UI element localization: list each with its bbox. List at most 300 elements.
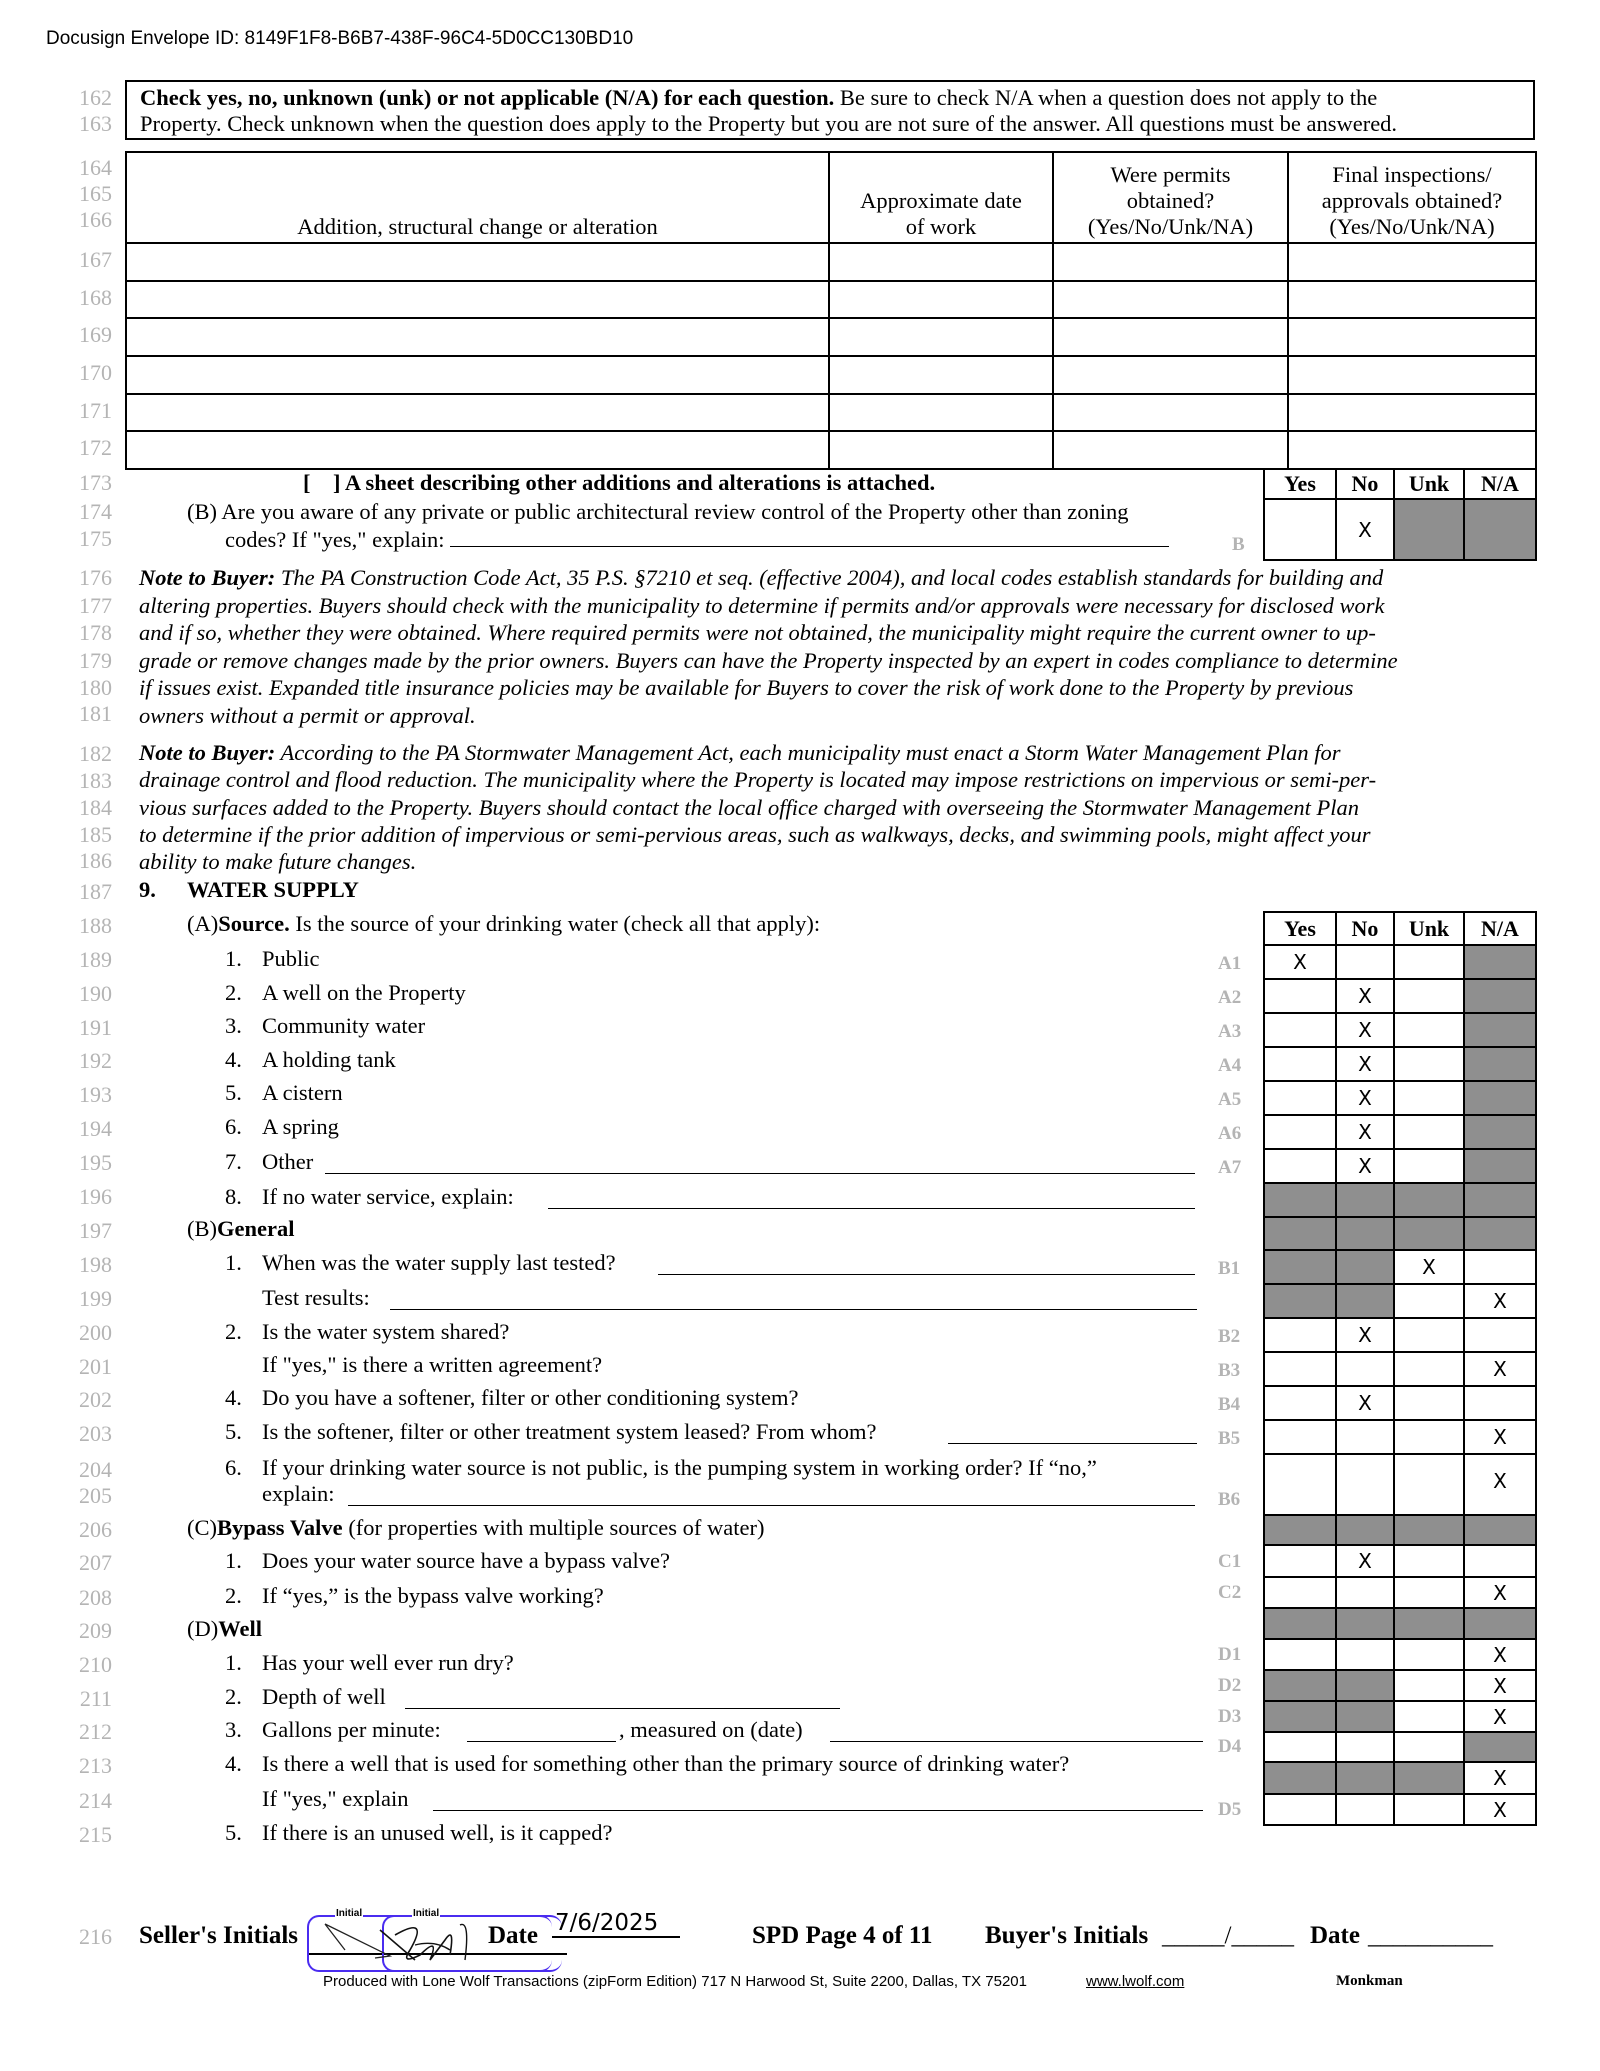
line-number: 166 [79,207,112,232]
list-item: 2. A well on the Property [225,980,466,1005]
list-item: 3. Gallons per minute: [225,1717,441,1742]
line-number: 216 [79,1924,112,1949]
line-number: 169 [79,322,112,347]
table-row [126,318,1536,356]
question-b-explain-field[interactable] [450,526,1169,547]
list-item: 4. A holding tank [225,1047,396,1072]
answer-a6-no[interactable]: X [1336,1115,1394,1149]
answer-row16-no [1336,1515,1394,1545]
section-title: WATER SUPPLY [187,877,359,902]
answer-a5-no[interactable]: X [1336,1081,1394,1115]
answer-b-no[interactable]: X [1336,499,1394,560]
answer-b6-no[interactable] [1336,1454,1394,1515]
table-row [1264,1762,1536,1794]
envelope-id: Docusign Envelope ID: 8149F1F8-B6B7-438F-96C4-5D0CC130BD10 [46,28,634,49]
answer-d5-unk[interactable] [1394,1794,1464,1825]
line-number: 202 [79,1387,112,1412]
input-cell[interactable] [1288,281,1536,319]
table-row [1264,1284,1536,1318]
line-number: 164 [79,155,112,180]
answer-c1-na[interactable] [1464,1545,1536,1577]
input-cell[interactable] [829,394,1053,432]
answer-row16-unk [1394,1515,1464,1545]
answer-d3-unk[interactable] [1394,1701,1464,1732]
row-label-d5: D5 [1218,1799,1242,1820]
seller-initials-label: Seller's Initials [139,1922,299,1949]
line-number: 195 [79,1150,112,1175]
input-cell[interactable] [1288,243,1536,281]
question-b-answer-grid [1263,468,1537,561]
answer-d3-yes [1264,1701,1336,1732]
line-number: 212 [79,1719,112,1744]
answer-a3-unk[interactable] [1394,1013,1464,1047]
answer-a5-unk[interactable] [1394,1081,1464,1115]
answer-row16-na [1464,1515,1536,1545]
signature-scribble-icon [320,1920,500,1970]
answer-b-yes[interactable] [1264,499,1336,560]
line-number: 208 [79,1585,112,1610]
instructions-box [125,80,1535,140]
answer-d1-na[interactable]: X [1464,1639,1536,1670]
answer-a6-na [1464,1115,1536,1149]
answer-c2-na[interactable]: X [1464,1577,1536,1608]
answer-row8-yes [1264,1217,1336,1250]
subsection-c: (C)Bypass Valve (for properties with multiple sources of water) [187,1515,765,1540]
input-cell[interactable] [1053,243,1288,281]
line-number: 200 [79,1320,112,1345]
line-number: 168 [79,285,112,310]
header-na: N/A [1464,469,1536,499]
answer-row7-unk [1394,1183,1464,1217]
line-number: 211 [79,1686,112,1711]
list-item: 4. Is there a well that is used for something other than the primary source of drinking water? [225,1751,1070,1776]
subsection-b: (B)General [187,1216,295,1241]
answer-d2-yes [1264,1670,1336,1701]
input-cell[interactable] [126,431,829,469]
subsection-d: (D)Well [187,1616,262,1641]
line-number: 196 [79,1184,112,1209]
row-label-d1: D1 [1218,1644,1242,1665]
line-number: 176 [79,565,112,590]
buyer-date-field[interactable]: __________ [1368,1922,1493,1949]
row-label-a4: A4 [1218,1055,1242,1076]
line-number: 193 [79,1082,112,1107]
line-number: 165 [79,181,112,206]
list-item: 1. Does your water source have a bypass valve? [225,1548,670,1573]
line-number: 203 [79,1421,112,1446]
answer-a3-na [1464,1013,1536,1047]
well-depth-field[interactable] [405,1688,840,1709]
answer-d4-na [1464,1732,1536,1762]
line-number: 170 [79,360,112,385]
header-unk: Unk [1394,469,1464,499]
input-cell[interactable] [126,394,829,432]
input-cell[interactable] [1053,318,1288,356]
line-number: 184 [79,795,112,820]
list-item: 4. Do you have a softener, filter or other conditioning system? [225,1385,799,1410]
list-item: 5. Is the softener, filter or other treatment system leased? From whom? [225,1419,877,1444]
input-cell[interactable] [1053,431,1288,469]
header-addition: Addition, structural change or alteration [126,152,829,243]
answer-a4-unk[interactable] [1394,1047,1464,1081]
answer-a1-unk[interactable] [1394,945,1464,979]
list-item: 5. If there is an unused well, is it capped? [225,1820,613,1845]
list-item: 2. If “yes,” is the bypass valve working? [225,1583,604,1608]
answer-a1-yes[interactable]: X [1264,945,1336,979]
answer-row19-no [1336,1608,1394,1639]
answer-d3-no [1336,1701,1394,1732]
list-item: 1. Public [225,946,320,971]
line-number: 188 [79,913,112,938]
input-cell[interactable] [1053,281,1288,319]
answer-b4-unk[interactable] [1394,1386,1464,1420]
header-na: N/A [1464,912,1536,945]
answer-a2-na [1464,979,1536,1013]
line-number: 191 [79,1015,112,1040]
list-item: 2. Is the water system shared? [225,1319,510,1344]
input-cell[interactable] [126,318,829,356]
input-cell[interactable] [829,356,1053,394]
header-yes: Yes [1264,469,1336,499]
produced-with-text: Produced with Lone Wolf Transactions (zipForm Edition) 717 N Harwood St, Suite 2200, Dallas, TX 75201 [323,1973,1027,1990]
question-b-line-1: (B) Are you aware of any private or public architectural review control of the Property other than zoning [187,499,1129,524]
answer-d1-no[interactable] [1336,1639,1394,1670]
answer-a4-yes[interactable] [1264,1047,1336,1081]
header-date: Approximate date of work [829,152,1053,243]
gallons-per-minute-field[interactable] [467,1721,616,1742]
table-row [1264,1386,1536,1420]
answer-b2-na[interactable] [1464,1318,1536,1352]
header-inspections: Final inspections/ approvals obtained? (Yes/No/Unk/NA) [1288,152,1536,243]
line-number: 177 [79,593,112,618]
row-label-d4: D4 [1218,1736,1242,1757]
input-cell[interactable] [1053,356,1288,394]
line-number: 214 [79,1788,112,1813]
answer-b1-unk[interactable]: X [1394,1250,1464,1284]
answer-row10-no [1336,1284,1394,1318]
list-item: If "yes," explain [262,1786,409,1811]
answer-row19-unk [1394,1608,1464,1639]
table-row [1264,1670,1536,1701]
table-row [1264,1217,1536,1250]
instructions-rest: Be sure to check N/A when a question does not apply to the [834,85,1378,110]
table-row [1264,1183,1536,1217]
list-item: 1. Has your well ever run dry? [225,1650,514,1675]
list-item: 6. A spring [225,1114,339,1139]
answer-c1-yes[interactable] [1264,1545,1336,1577]
answer-b5-na[interactable]: X [1464,1420,1536,1454]
answer-d4-yes[interactable] [1264,1732,1336,1762]
row-label-a7: A7 [1218,1157,1242,1178]
row-label-a3: A3 [1218,1021,1242,1042]
no-water-explain-field[interactable] [548,1188,1195,1209]
seller-date-label: Date [488,1922,538,1949]
row-label-d2: D2 [1218,1675,1242,1696]
table-row [1264,1047,1536,1081]
answer-b4-na[interactable] [1464,1386,1536,1420]
line-number: 209 [79,1618,112,1643]
answer-a3-no[interactable]: X [1336,1013,1394,1047]
answer-b3-no[interactable] [1336,1352,1394,1386]
row-label-b3: B3 [1218,1360,1241,1381]
answer-a7-no[interactable]: X [1336,1149,1394,1183]
answer-b4-yes[interactable] [1264,1386,1336,1420]
answer-row7-na [1464,1183,1536,1217]
list-item: 8. If no water service, explain: [225,1184,514,1209]
row-label-d3: D3 [1218,1706,1242,1727]
table-row [1264,1515,1536,1545]
answer-d3-na[interactable]: X [1464,1701,1536,1732]
input-cell[interactable] [829,431,1053,469]
list-item: explain: [262,1481,335,1506]
row-label-b4: B4 [1218,1394,1241,1415]
line-number: 206 [79,1517,112,1542]
line-number: 180 [79,675,112,700]
answer-a7-unk[interactable] [1394,1149,1464,1183]
answer-b1-yes [1264,1250,1336,1284]
table-row [126,356,1536,394]
instructions-line-2: Property. Check unknown when the question does apply to the Property but you are not sure of the answer. All questions must be answered. [140,111,1398,136]
answer-a2-no[interactable]: X [1336,979,1394,1013]
answer-a7-na [1464,1149,1536,1183]
answer-b5-yes[interactable] [1264,1420,1336,1454]
section-number: 9. [139,877,156,902]
header-no: No [1336,912,1394,945]
line-number: 178 [79,620,112,645]
line-number: 192 [79,1048,112,1073]
row-label-a5: A5 [1218,1089,1242,1110]
header-no: No [1336,469,1394,499]
header-permits: Were permits obtained? (Yes/No/Unk/NA) [1053,152,1288,243]
input-cell[interactable] [126,243,829,281]
line-number: 186 [79,848,112,873]
table-row [1264,1577,1536,1608]
initial-tag: Initial [336,1908,363,1919]
line-number: 210 [79,1652,112,1677]
answer-a2-unk[interactable] [1394,979,1464,1013]
table-row [1264,945,1536,979]
table-row [126,394,1536,432]
answer-b6-yes[interactable] [1264,1454,1336,1515]
line-number: 182 [79,741,112,766]
subsection-a: (A)Source. Is the source of your drinking water (check all that apply): [187,911,821,936]
attached-sheet-checkbox[interactable]: [ ] [303,470,341,495]
list-item: If "yes," is there a written agreement? [262,1352,603,1377]
table-row [1264,979,1536,1013]
header-unk: Unk [1394,912,1464,945]
answer-row24-yes [1264,1762,1336,1794]
answer-d5-yes[interactable] [1264,1794,1336,1825]
leased-from-field[interactable] [948,1423,1197,1444]
line-number: 163 [79,111,112,136]
answer-row8-no [1336,1217,1394,1250]
row-label-b6: B6 [1218,1489,1241,1510]
file-name: Monkman [1336,1973,1403,1989]
line-number: 213 [79,1753,112,1778]
table-row [1264,1081,1536,1115]
initial-tag: Initial [413,1908,440,1919]
other-source-field[interactable] [325,1153,1195,1174]
answer-d2-unk[interactable] [1394,1670,1464,1701]
input-cell[interactable] [1053,394,1288,432]
table-row [1264,1318,1536,1352]
answer-d2-no [1336,1670,1394,1701]
answer-b-unk [1394,499,1464,560]
table-row [1264,1454,1536,1515]
answer-d5-no[interactable] [1336,1794,1394,1825]
input-cell[interactable] [829,281,1053,319]
buyer-initials-field[interactable]: _____/_____ [1162,1922,1294,1949]
answer-row10-na[interactable]: X [1464,1284,1536,1318]
answer-b2-unk[interactable] [1394,1318,1464,1352]
table-row [1264,1639,1536,1670]
row-label-b: B [1232,534,1245,555]
question-b-line-2: codes? If "yes," explain: [225,526,1169,553]
input-cell[interactable] [829,318,1053,356]
answer-row24-unk [1394,1762,1464,1794]
water-supply-answer-grid [1263,911,1537,1826]
answer-b1-no [1336,1250,1394,1284]
line-number: 199 [79,1286,112,1311]
line-number: 171 [79,398,112,423]
answer-a6-unk[interactable] [1394,1115,1464,1149]
lwolf-link[interactable]: www.lwolf.com [1086,1973,1185,1990]
attached-sheet-line [303,470,935,496]
table-row [1264,1149,1536,1183]
answer-b3-na[interactable]: X [1464,1352,1536,1386]
answer-row8-unk [1394,1217,1464,1250]
list-item: 6. If your drinking water source is not public, is the pumping system in working order? If “no,” [225,1455,1097,1480]
table-row [126,243,1536,281]
answer-b2-yes[interactable] [1264,1318,1336,1352]
table-row [1264,1013,1536,1047]
row-label-c2: C2 [1218,1582,1242,1603]
answer-a4-no[interactable]: X [1336,1047,1394,1081]
page-indicator: SPD Page 4 of 11 [752,1922,933,1949]
pumping-explain-field[interactable] [348,1485,1195,1506]
list-item: 3. Community water [225,1013,426,1038]
list-item: 2. Depth of well [225,1684,386,1709]
row-label-b5: B5 [1218,1428,1241,1449]
answer-row24-na[interactable]: X [1464,1762,1536,1794]
line-number: 201 [79,1354,112,1379]
answer-d1-yes[interactable] [1264,1639,1336,1670]
measured-date-field[interactable] [830,1721,1203,1742]
buyer-initials-label: Buyer's Initials [985,1922,1149,1949]
input-cell[interactable] [829,243,1053,281]
answer-row10-unk[interactable] [1394,1284,1464,1318]
line-number: 183 [79,768,112,793]
answer-a3-yes[interactable] [1264,1013,1336,1047]
row-label-a2: A2 [1218,987,1242,1008]
line-number: 181 [79,701,112,726]
answer-d2-na[interactable]: X [1464,1670,1536,1701]
answer-a1-no[interactable] [1336,945,1394,979]
input-cell[interactable] [126,281,829,319]
answer-row19-na [1464,1608,1536,1639]
answer-b4-no[interactable]: X [1336,1386,1394,1420]
table-row [1264,1732,1536,1762]
input-cell[interactable] [1288,318,1536,356]
answer-d4-unk[interactable] [1394,1732,1464,1762]
last-tested-field[interactable] [658,1254,1195,1275]
line-number: 174 [79,499,112,524]
list-item: 5. A cistern [225,1080,343,1105]
seller-date-value[interactable]: 7/6/2025 [552,1910,680,1938]
line-number: 167 [79,247,112,272]
row-label-a1: A1 [1218,953,1242,974]
line-number: 187 [79,879,112,904]
answer-a6-yes[interactable] [1264,1115,1336,1149]
additions-table [125,151,1537,470]
answer-d4-no[interactable] [1336,1732,1394,1762]
answer-b1-na[interactable] [1464,1250,1536,1284]
line-number: 204 [79,1457,112,1482]
additions-header-row [126,152,1536,243]
test-results-field[interactable] [390,1289,1197,1310]
input-cell[interactable] [1288,394,1536,432]
table-row [126,281,1536,319]
table-row [1264,1701,1536,1732]
line-number: 205 [79,1483,112,1508]
answer-b6-unk[interactable] [1394,1454,1464,1515]
answer-d1-unk[interactable] [1394,1639,1464,1670]
answer-c2-no[interactable] [1336,1577,1394,1608]
line-number: 175 [79,526,112,551]
note-lead: Note to Buyer: [139,740,276,765]
line-number: 185 [79,822,112,847]
answer-a7-yes[interactable] [1264,1149,1336,1183]
input-cell[interactable] [1288,431,1536,469]
answer-row10-yes [1264,1284,1336,1318]
table-row [1264,1420,1536,1454]
line-number: 215 [79,1822,112,1847]
answer-b2-no[interactable]: X [1336,1318,1394,1352]
line-number: 189 [79,947,112,972]
answer-b6-na[interactable]: X [1464,1454,1536,1515]
input-cell[interactable] [126,356,829,394]
line-number: 198 [79,1252,112,1277]
answer-a1-na [1464,945,1536,979]
answer-c2-yes[interactable] [1264,1577,1336,1608]
answer-c2-unk[interactable] [1394,1577,1464,1608]
answer-b5-no[interactable] [1336,1420,1394,1454]
line-number: 194 [79,1116,112,1141]
answer-a2-yes[interactable] [1264,979,1336,1013]
other-well-explain-field[interactable] [433,1790,1203,1811]
note-lead: Note to Buyer: [139,565,276,590]
line-number: 172 [79,435,112,460]
table-row [1264,1545,1536,1577]
answer-c1-no[interactable]: X [1336,1545,1394,1577]
answer-c1-unk[interactable] [1394,1545,1464,1577]
line-number: 179 [79,648,112,673]
answer-row7-no [1336,1183,1394,1217]
answer-b3-yes[interactable] [1264,1352,1336,1386]
answer-d5-na[interactable]: X [1464,1794,1536,1825]
input-cell[interactable] [1288,356,1536,394]
row-label-a6: A6 [1218,1123,1242,1144]
answer-a5-yes[interactable] [1264,1081,1336,1115]
buyer-date-label: Date [1310,1922,1360,1949]
line-number: 190 [79,981,112,1006]
measured-on-label: , measured on (date) [619,1717,803,1742]
answer-b5-unk[interactable] [1394,1420,1464,1454]
answer-b3-unk[interactable] [1394,1352,1464,1386]
list-item: 7. Other [225,1149,314,1174]
table-row [1264,1352,1536,1386]
row-label-b2: B2 [1218,1326,1241,1347]
